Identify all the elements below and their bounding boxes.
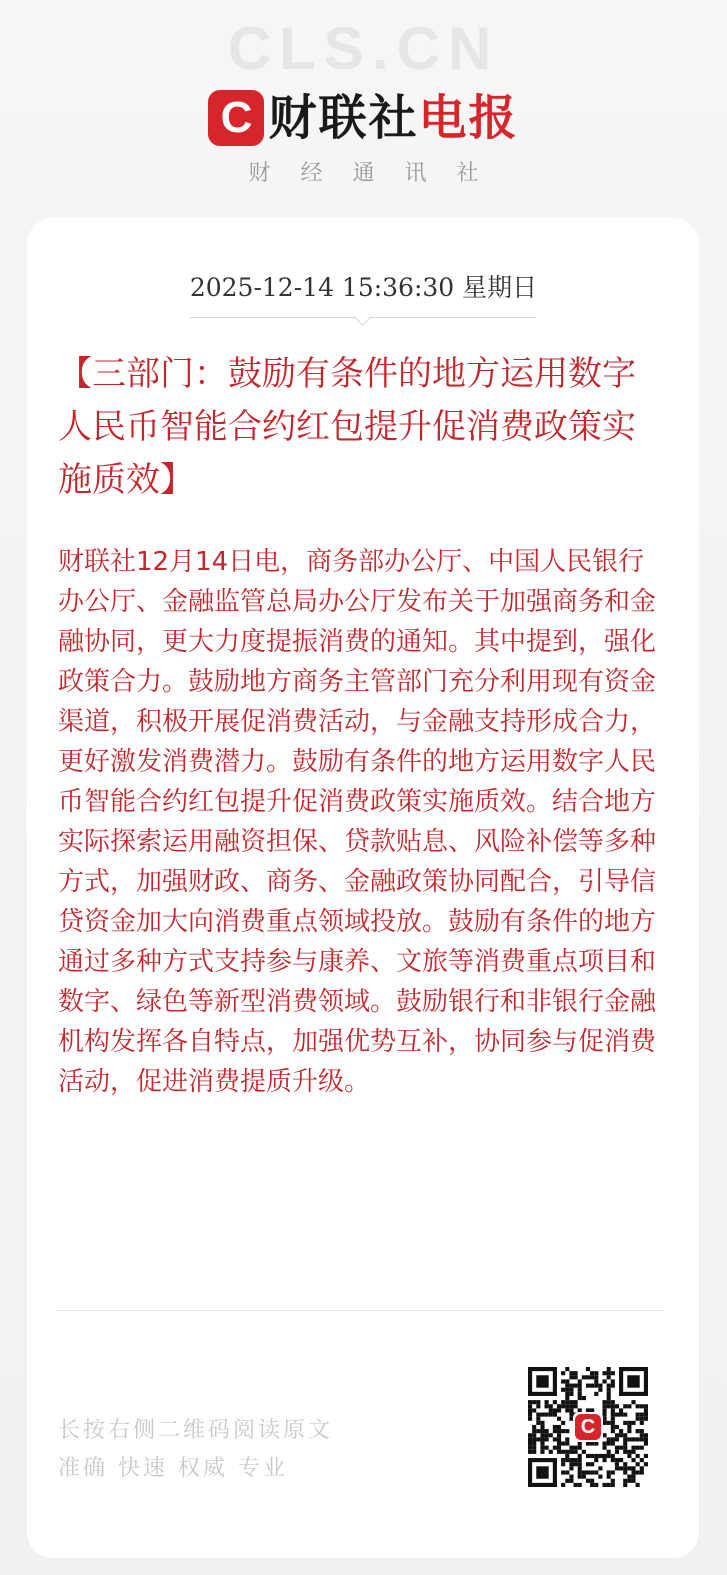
qr-code[interactable]	[528, 1367, 648, 1487]
logo-letter: C	[220, 93, 253, 142]
footer-divider	[55, 1310, 665, 1311]
article-headline: 【三部门：鼓励有条件的地方运用数字人民币智能合约红包提升促消费政策实施质效】	[58, 354, 636, 500]
article-datetime: 2025-12-14 15:36:30 星期日	[189, 273, 538, 302]
brand-logo	[0, 88, 727, 148]
watermark-text: CLS.CN	[227, 15, 500, 82]
footer-prompt: 长按右侧二维码阅读原文	[58, 1418, 334, 1443]
qr-logo-icon: C	[573, 1412, 603, 1442]
brand-name: 财联社	[268, 90, 419, 146]
article-body: 财联社12月14日电，商务部办公厅、中国人民银行办公厅、金融监管总局办公厅发布关于加强商务和金融协同，更大力度提振消费的通知。其中提到，强化政策合力。鼓励地方商务主管部门充分利用现有资金渠道，积极开展促消费活动，与金融支持形成合力，更好激发消费潜力。鼓励有条件的地方运用数字人民币智能合约红包提升促消费政策实施质效。结合地方实际探索运用融资担保、贷款贴息、风险补偿等多种方式，加强财政、商务、金融政策协同配合，引导信贷资金加大向消费重点领域投放。鼓励有条件的地方通过多种方式支持参与康养、文旅等消费重点项目和数字、绿色等新型消费领域。鼓励银行和非银行金融机构发挥各自特点，加强优势互补，协同参与促消费活动，促进消费提质升级。	[58, 547, 657, 1097]
cls-logo-icon	[208, 90, 264, 146]
brand-subtitle: 财经通讯社	[248, 161, 509, 186]
brand-name-red: 电报	[418, 90, 519, 146]
footer-slogan: 准确 快速 权威 专业	[58, 1456, 288, 1481]
